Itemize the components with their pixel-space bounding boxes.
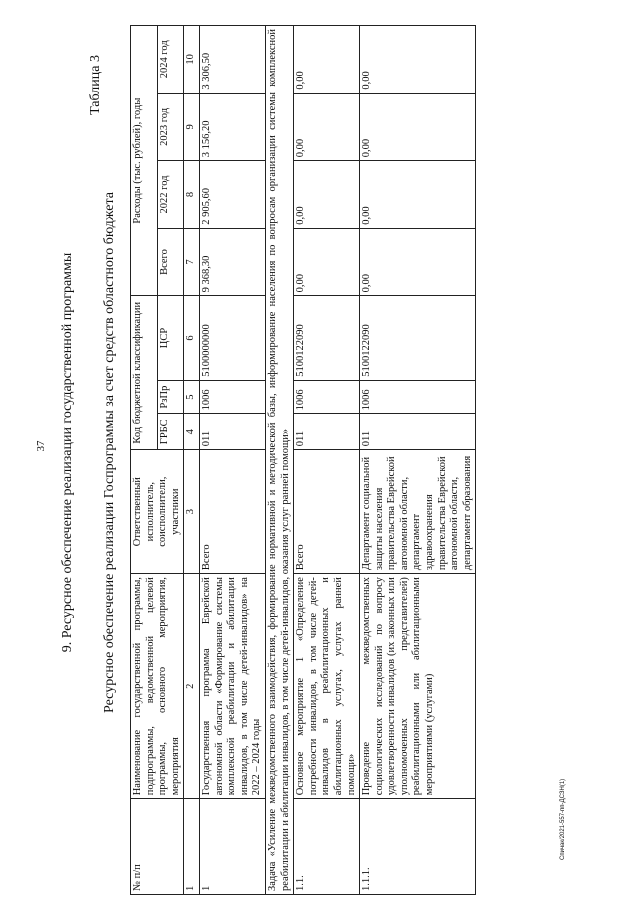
row-2023: 0,00 [360,93,476,161]
row-total: 0,00 [294,228,360,296]
row-total: 0,00 [360,228,476,296]
header-name: Наименование государственной программы, подпрограммы, ведомственной целевой программы, основного мероприятия, мероприятия [131,574,184,799]
col-number: 8 [184,161,200,229]
row-2023: 0,00 [294,93,360,161]
row-grbs: 011 [360,414,476,450]
col-number: 5 [184,380,200,414]
row-2024: 0,00 [294,26,360,94]
row-2022: 2 905,60 [199,161,265,229]
col-number: 1 [184,799,200,895]
header-2024: 2024 год [157,26,184,94]
row-total: 9 368,30 [199,228,265,296]
col-number: 7 [184,228,200,296]
col-number: 9 [184,93,200,161]
row-rzpr: 1006 [294,380,360,414]
row-csr: 5100000000 [199,296,265,380]
resource-table [130,25,476,895]
table-row [360,26,476,895]
row-csr: 5100122090 [294,296,360,380]
row-executor: Департамент социальной защиты населения правительства Еврейской автономной области, департамент здравоохранения правительства Еврейской автономной области, департамент образования [360,450,476,574]
row-2022: 0,00 [360,161,476,229]
header-2023: 2023 год [157,93,184,161]
row-num: 1.1.1. [360,799,476,895]
row-grbs: 011 [294,414,360,450]
row-grbs: 011 [199,414,265,450]
header-2022: 2022 год [157,161,184,229]
row-2024: 3 306,50 [199,26,265,94]
col-number: 6 [184,296,200,380]
row-executor: Всего [199,450,265,574]
header-grbs: ГРБС [157,414,184,450]
table-row [294,26,360,895]
row-name: Государственная программа Еврейской автономной области «Формирование системы комплексной реабилитации и абилитации инвалидов, в том числе детей-инвалидов» на 2022 – 2024 годы [199,574,265,799]
page-number: 37 [35,440,47,452]
row-rzpr: 1006 [199,380,265,414]
row-num: 1.1. [294,799,360,895]
row-rzpr: 1006 [360,380,476,414]
footer-note: Спичак/2021-557-пп-ДСЗН(1) [560,778,566,860]
row-csr: 5100122090 [360,296,476,380]
col-number: 10 [184,26,200,94]
row-executor: Всего [294,450,360,574]
col-number: 3 [184,450,200,574]
col-number: 2 [184,574,200,799]
table-row [199,26,265,895]
header-rzpr: РзПр [157,380,184,414]
task-text: Задача «Усиление межведомственного взаимодействия, формирование нормативной и методической базы, информирование населения по вопросам организации системы комплексной реабилитации и абилитации инвалидов, в том числе детей-инвалидов, оказания услуг ранней помощи» [265,26,293,895]
column-number-row [184,26,200,895]
header-row-1 [131,26,158,895]
header-csr: ЦСР [157,296,184,380]
header-num: № п/п [131,799,184,895]
section-title: 9. Ресурсное обеспечение реализации государственной программы [60,252,75,653]
row-2023: 3 156,20 [199,93,265,161]
header-total: Всего [157,228,184,296]
row-2024: 0,00 [360,26,476,94]
table-label: Таблица 3 [88,55,103,115]
header-kbk: Код бюджетной классификации [131,296,158,450]
header-executor: Ответственный исполнитель, соисполнители, участники [131,450,184,574]
row-name: Проведение межведомственных социологических исследований по вопросу удовлетворенности инвалидов (их законных или уполномоченных представителей) реабилитационными или абилитационными мероприятиями (услугами) [360,574,476,799]
task-row [265,26,293,895]
row-name: Основное мероприятие 1 «Определение потребности инвалидов, в том числе детей-инвалидов в реабилитационных и абилитационных услугах, услугах ранней помощи» [294,574,360,799]
row-num: 1 [199,799,265,895]
header-expenses: Расходы (тыс. рублей), годы [131,26,158,296]
col-number: 4 [184,414,200,450]
table-title: Ресурсное обеспечение реализации Госпрограммы за счет средств областного бюджета [102,192,117,713]
row-2022: 0,00 [294,161,360,229]
